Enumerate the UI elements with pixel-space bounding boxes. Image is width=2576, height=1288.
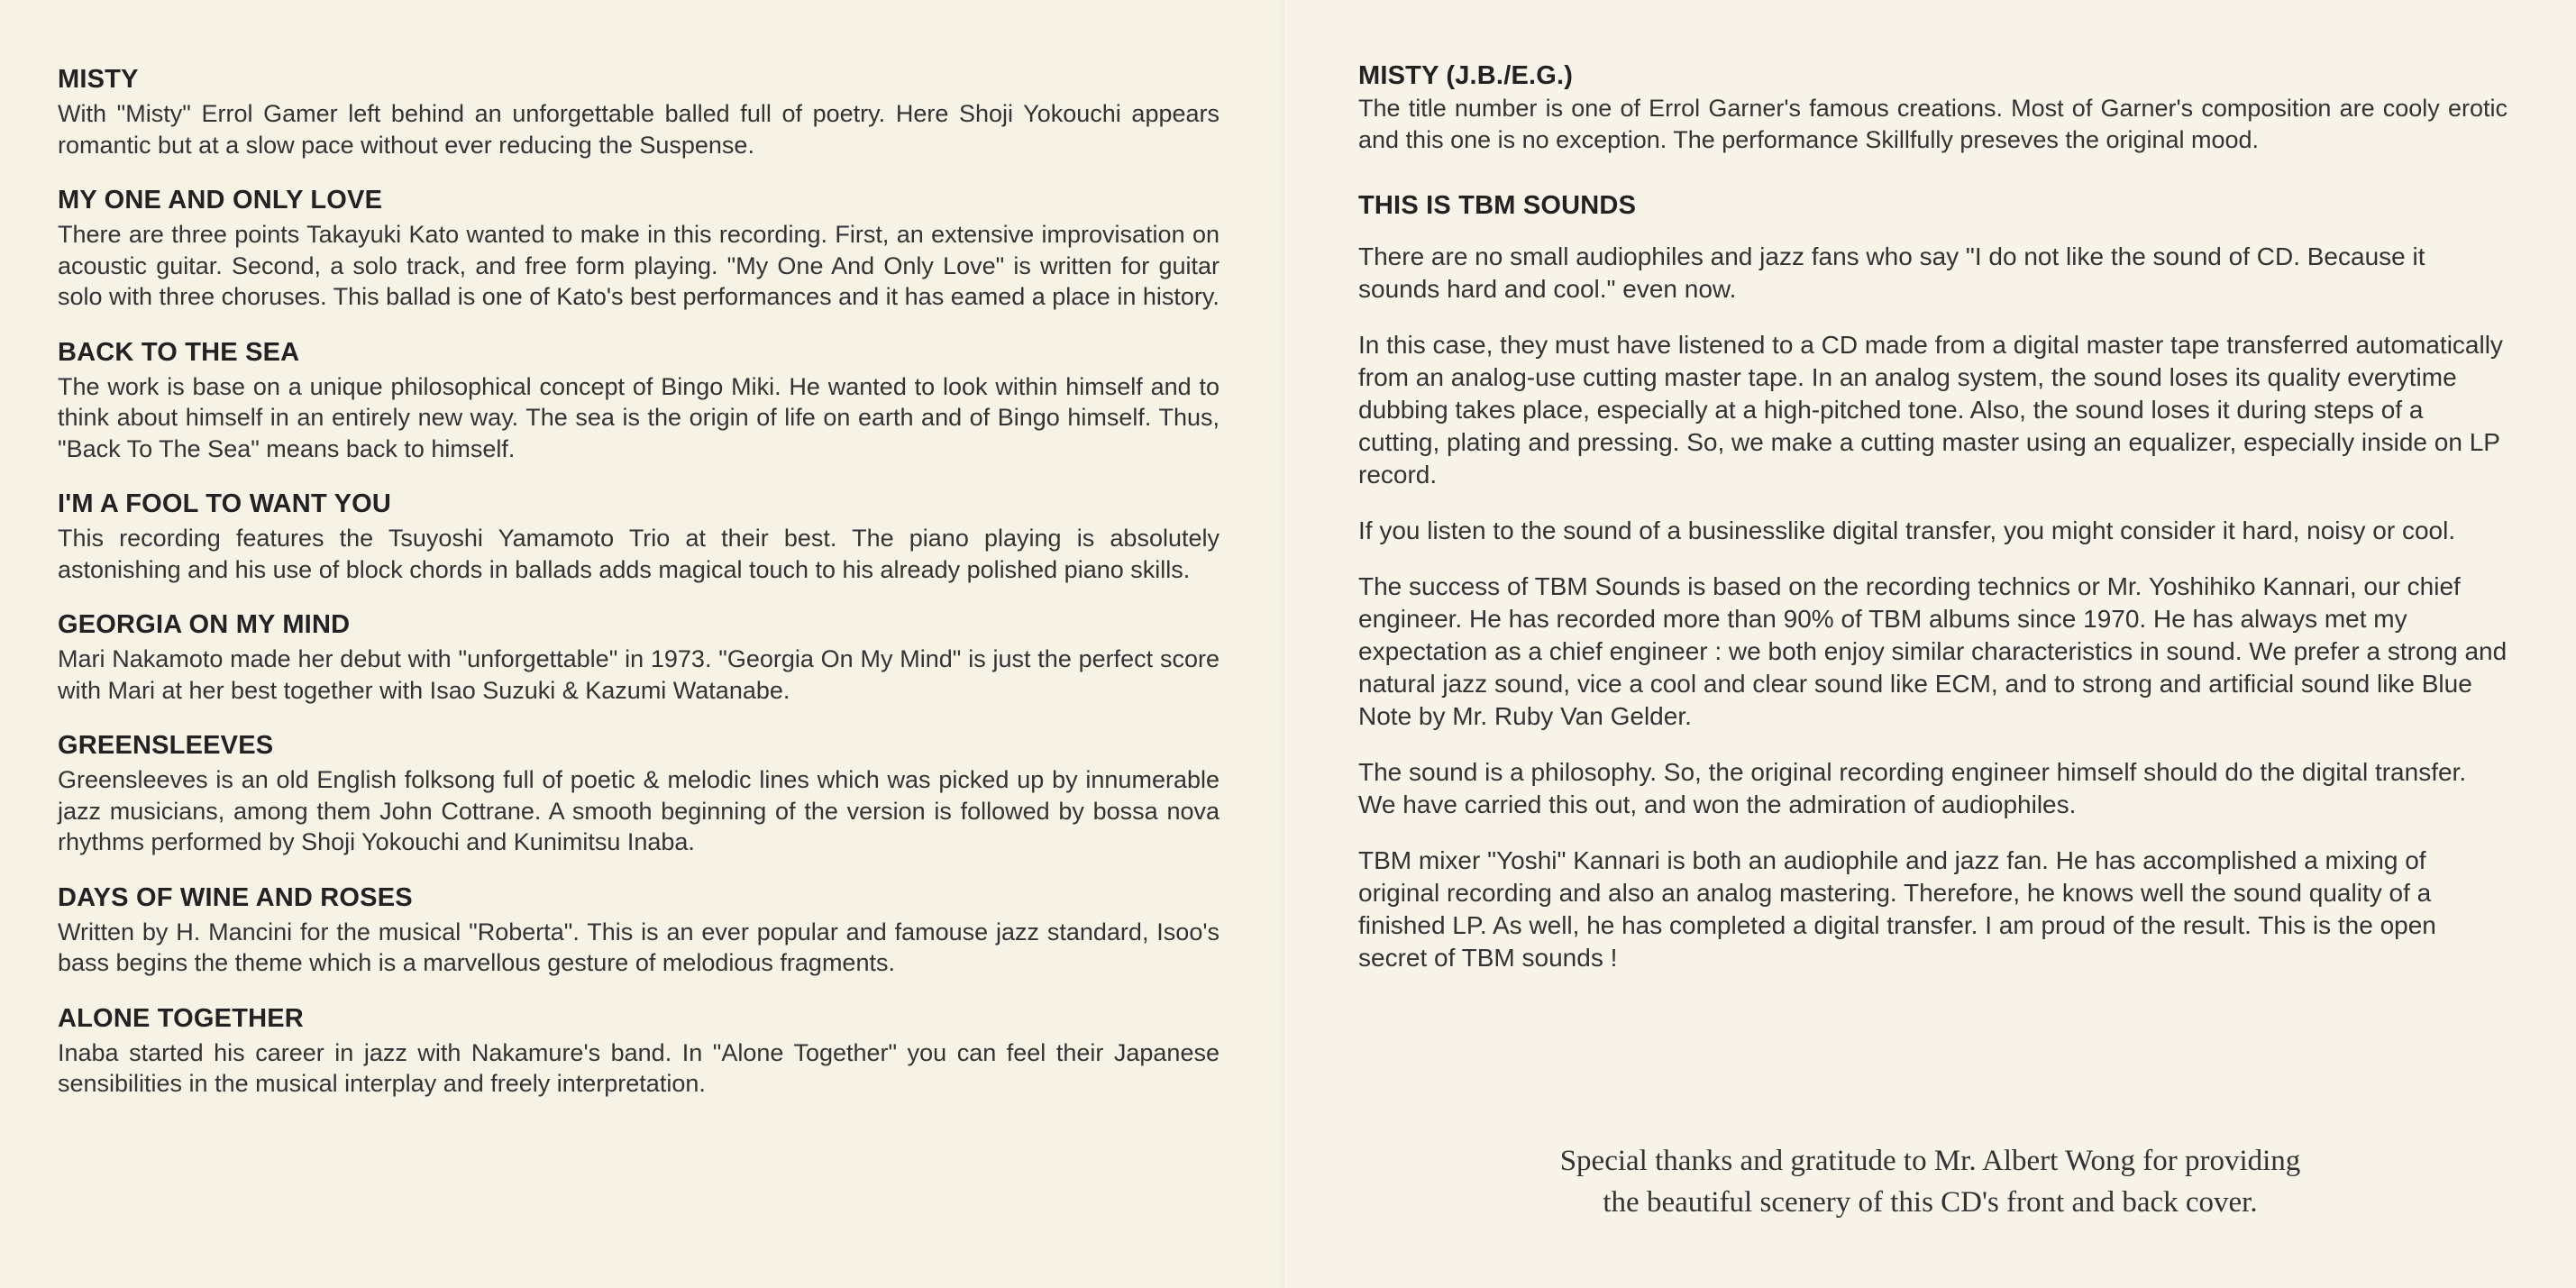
section-text: Written by H. Mancini for the musical "Roberta". This is an ever popular and famouse jazz standard, Isoo's bass begins the theme which is a marvellous gesture of melodious fragments.: [58, 918, 1219, 976]
section-title: GREENSLEEVES: [58, 731, 274, 760]
section-alone-together: [58, 1004, 1219, 1100]
section-misty-jb-eg: [1358, 61, 2507, 155]
thanks-line: the beautiful scenery of this CD's front and back cover.: [1603, 1186, 2258, 1219]
paragraph: The sound is a philosophy. So, the original recording engineer himself should do the digital transfer. We have carried this out, and won the admiration of audiophiles.: [1358, 758, 2467, 818]
section-days-of-wine-and-roses: [58, 883, 1219, 979]
section-my-one-and-only-love: [58, 186, 1219, 313]
paragraph: There are no small audiophiles and jazz fans who say "I do not like the sound of CD. Because it sounds hard and cool." even now.: [1358, 242, 2425, 303]
section-text: Greensleeves is an old English folksong full of poetic & melodic lines which was picked up by innumerable jazz musicians, among them John Cottrane. A smooth beginning of the version is followed by bossa nova rhythms performed by Shoji Yokouchi and Kunimitsu Inaba.: [58, 766, 1219, 855]
section-misty: [58, 65, 1219, 160]
section-title: DAYS OF WINE AND ROSES: [58, 882, 413, 912]
section-title: THIS IS TBM SOUNDS: [1358, 191, 1637, 220]
section-im-a-fool-to-want-you: [58, 489, 1219, 585]
section-text: The title number is one of Errol Garner's famous creations. Most of Garner's composition are cooly erotic and this one is no exception. The performance Skillfully preseves the original mood.: [1358, 95, 2507, 153]
section-title: BACK TO THE SEA: [58, 337, 300, 367]
section-text: This recording features the Tsuyoshi Yamamoto Trio at their best. The piano playing is absolutely astonishing and his use of block chords in ballads adds magical touch to his already polished piano skills.: [58, 525, 1219, 583]
paragraph: The success of TBM Sounds is based on the recording technics or Mr. Yoshihiko Kannari, our chief engineer. He has recorded more than 90% of TBM albums since 1970. He has always met my expectation as a chief engineer : we both enjoy similar characteristics in sound. We prefer a strong and natural jazz sound, vice a cool and clear sound like ECM, and to strong and artificial sound like Blue Note by Mr. Ruby Van Gelder.: [1358, 572, 2507, 730]
paragraph: If you listen to the sound of a businesslike digital transfer, you might consider it hard, noisy or cool.: [1358, 516, 2456, 544]
left-page: [0, 0, 1284, 1288]
section-title: MY ONE AND ONLY LOVE: [58, 186, 383, 215]
section-georgia-on-my-mind: [58, 610, 1219, 706]
paragraph: In this case, they must have listened to a CD made from a digital master tape transferred automatically from an analog-use cutting master tape. In an analog system, the sound loses its quality everytime dubbing takes place, especially at a high-pitched tone. Also, the sound loses it during steps of a cutting, plating and pressing. So, we make a cutting master using an equalizer, especially inside on LP record.: [1358, 331, 2503, 489]
right-page: [1284, 0, 2576, 1288]
section-text: With "Misty" Errol Gamer left behind an unforgettable balled full of poetry. Here Shoji Yokouchi appears romantic but at a slow pace without ever reducing the Suspense.: [58, 100, 1219, 159]
section-tbm-sounds: [1358, 191, 2507, 974]
section-text: The work is base on a unique philosophical concept of Bingo Miki. He wanted to look within himself and to think about himself in an entirely new way. The sea is the origin of life on earth and of Bingo himself. Thus, "Back To The Sea" means back to himself.: [58, 372, 1219, 462]
section-text: Inaba started his career in jazz with Nakamure's band. In "Alone Together" you can feel their Japanese sensibilities in the musical interplay and freely interpretation.: [58, 1038, 1219, 1097]
section-title: I'M A FOOL TO WANT YOU: [58, 489, 392, 518]
paragraph: TBM mixer "Yoshi" Kannari is both an audiophile and jazz fan. He has accomplished a mixing of original recording and also an analog mastering. Therefore, he knows well the sound quality of a finished LP. As well, he has completed a digital transfer. I am proud of the result. This is the open secret of TBM sounds !: [1358, 846, 2436, 972]
section-text: Mari Nakamoto made her debut with "unforgettable" in 1973. "Georgia On My Mind" is just the perfect score with Mari at her best together with Isao Suzuki & Kazumi Watanabe.: [58, 645, 1219, 704]
section-title: GEORGIA ON MY MIND: [58, 610, 351, 639]
section-back-to-the-sea: [58, 338, 1219, 465]
section-title: ALONE TOGETHER: [58, 1003, 304, 1033]
section-title: MISTY (J.B./E.G.): [1358, 61, 1574, 90]
special-thanks: [1284, 1140, 2576, 1223]
section-greensleeves: [58, 731, 1219, 858]
section-title: MISTY: [58, 65, 139, 94]
thanks-line: Special thanks and gratitude to Mr. Albert Wong for providing: [1559, 1145, 2301, 1177]
section-text: There are three points Takayuki Kato wanted to make in this recording. First, an extensive improvisation on acoustic guitar. Second, a solo track, and free form playing. "My One And Only Love" is written for guitar solo with three choruses. This ballad is one of Kato's best performances and it has eamed a place in history.: [58, 221, 1219, 310]
